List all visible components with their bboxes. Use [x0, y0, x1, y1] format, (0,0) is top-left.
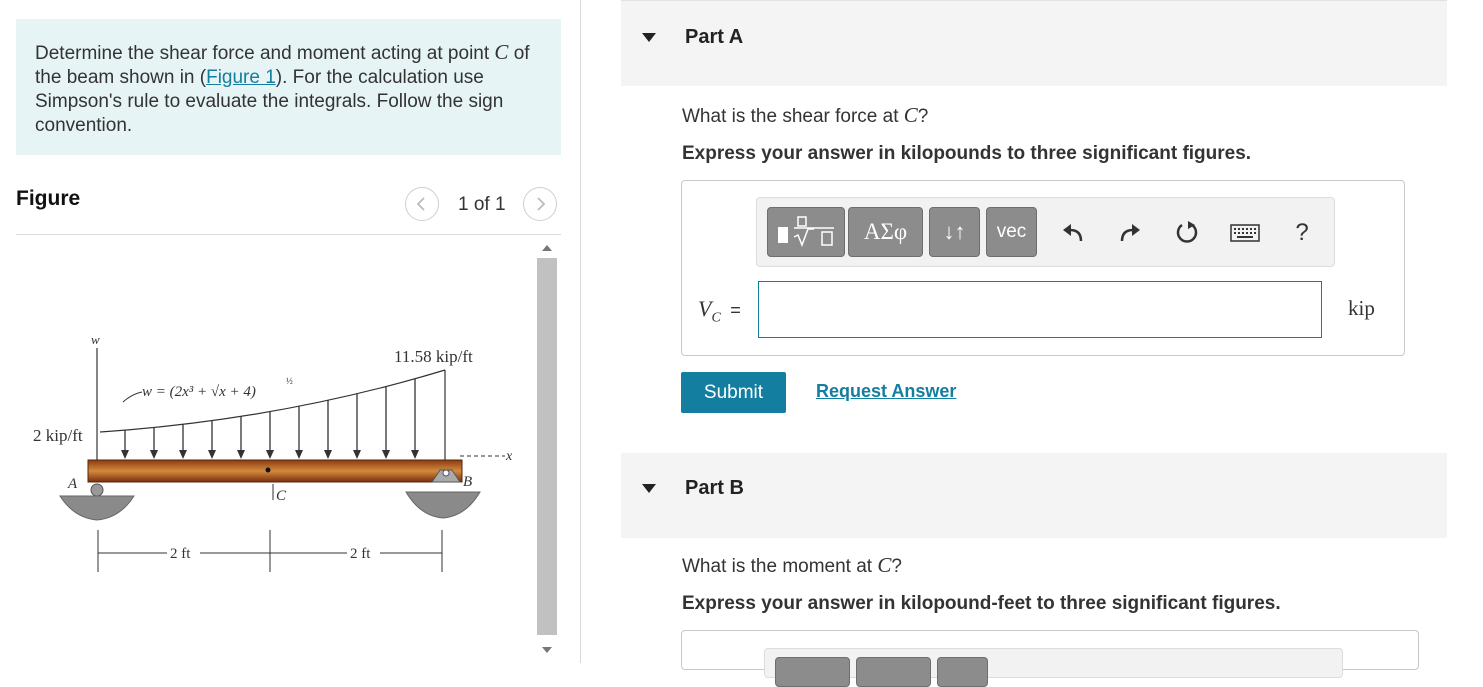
scroll-up-icon: [542, 245, 552, 251]
greek-symbols-button[interactable]: ΑΣφ: [848, 207, 923, 257]
scroll-down-button[interactable]: [537, 642, 557, 658]
figure-link[interactable]: Figure 1: [206, 67, 276, 88]
part-b-templates-button[interactable]: [775, 657, 850, 687]
load-equation: w = (2x³ + √x + 4): [142, 384, 256, 400]
load-curve: [100, 370, 445, 432]
redo-icon: [1118, 222, 1142, 244]
point-b-label: B: [463, 474, 473, 490]
unit-label: kip: [1348, 296, 1375, 320]
problem-statement: [35, 40, 535, 138]
part-a-header[interactable]: [621, 1, 1447, 86]
figure-scrollbar-thumb[interactable]: [537, 258, 557, 635]
part-b-header[interactable]: [621, 453, 1447, 538]
beam: [88, 460, 462, 482]
scroll-down-icon: [542, 647, 552, 653]
load-left-label: 2 kip/ft: [33, 426, 83, 445]
var-v: V: [698, 296, 712, 321]
redo-button[interactable]: [1115, 218, 1145, 248]
support-a-ground: [60, 496, 134, 520]
support-b-ground: [406, 492, 480, 518]
load-arrow-head: [353, 450, 361, 459]
problem-text-mid: of the beam shown in (: [35, 43, 530, 88]
part-a-question-var: C: [903, 103, 918, 127]
part-a-instruction: Express your answer in kilopounds to three significant figures.: [682, 143, 1252, 164]
part-b-title: Part B: [685, 477, 744, 499]
beam-figure: [20, 320, 530, 580]
part-b-math-toolbar: [764, 648, 1343, 678]
request-answer-link[interactable]: Request Answer: [816, 381, 957, 401]
part-b-question-end: ?: [891, 556, 902, 577]
load-arrow-head: [411, 450, 419, 459]
problem-text-before: Determine the shear force and moment acting at point: [35, 43, 495, 64]
part-a-collapse-toggle[interactable]: [641, 30, 657, 48]
support-a-roller: [91, 484, 103, 496]
part-b-question-text: What is the moment at: [682, 556, 878, 577]
scroll-up-button[interactable]: [537, 240, 557, 256]
figure-divider: [16, 234, 561, 235]
answer-variable-label: [698, 296, 741, 326]
part-b-instruction: Express your answer in kilopound-feet to three significant figures.: [682, 593, 1281, 614]
load-arrow-head: [295, 450, 303, 459]
part-b-collapse-toggle[interactable]: [641, 481, 657, 499]
fraction-sqrt-template-icon: [774, 215, 838, 249]
reset-button[interactable]: [1172, 218, 1202, 248]
keyboard-button[interactable]: [1230, 218, 1260, 248]
load-arrow-head: [382, 450, 390, 459]
load-arrow-head: [266, 450, 274, 459]
dimension-right: 2 ft: [350, 546, 371, 562]
problem-text-after: ). For the calculation use Simpson's rule to evaluate the integrals. Follow the sign convention.: [35, 67, 504, 136]
figure-pager: 1 of 1: [458, 194, 506, 215]
load-arrow-head: [324, 450, 332, 459]
help-button[interactable]: ?: [1295, 219, 1309, 246]
load-arrow-head: [208, 450, 216, 459]
load-arrow-head: [179, 450, 187, 459]
part-a-title: Part A: [685, 26, 744, 48]
equation-leader: [123, 392, 142, 402]
part-a-question: [682, 103, 928, 128]
var-subscript: C: [711, 310, 721, 326]
load-arrow-head: [121, 450, 129, 459]
point-a-label: A: [68, 476, 78, 492]
chevron-left-icon: [415, 196, 429, 212]
undo-icon: [1061, 222, 1085, 244]
load-right-label: 11.58 kip/ft: [394, 347, 473, 366]
keyboard-icon: [1230, 224, 1260, 242]
load-arrow-head: [150, 450, 158, 459]
part-a-question-text: What is the shear force at: [682, 106, 904, 127]
part-b-question-var: C: [877, 553, 892, 577]
vector-button[interactable]: vec: [986, 207, 1037, 257]
part-b-question: [682, 553, 902, 578]
undo-button[interactable]: [1058, 218, 1088, 248]
part-a-question-end: ?: [917, 106, 929, 127]
w-axis-label: w: [91, 332, 100, 347]
shear-force-input[interactable]: [758, 281, 1322, 338]
math-toolbar: [756, 197, 1335, 267]
next-figure-button[interactable]: [523, 187, 557, 221]
part-b-greek-symbols-button[interactable]: [856, 657, 931, 687]
previous-figure-button[interactable]: [405, 187, 439, 221]
caret-down-icon: [641, 31, 657, 43]
equals-sign: =: [730, 300, 741, 320]
figure-heading: Figure: [16, 187, 81, 210]
dimension-left: 2 ft: [170, 546, 191, 562]
subscript-superscript-button[interactable]: ↓↑: [929, 207, 980, 257]
point-c-label: C: [276, 488, 287, 504]
point-c-marker: [266, 468, 271, 473]
chevron-right-icon: [533, 196, 547, 212]
load-equation-exponent: ½: [286, 376, 293, 386]
submit-button[interactable]: Submit: [681, 372, 786, 413]
caret-down-icon: [641, 482, 657, 494]
templates-button[interactable]: [767, 207, 845, 257]
column-divider: [580, 0, 581, 663]
point-c-symbol: C: [494, 40, 509, 64]
part-b-subscript-button[interactable]: [937, 657, 988, 687]
reset-icon: [1174, 220, 1200, 246]
load-arrow-head: [237, 450, 245, 459]
x-axis-label: x: [506, 449, 513, 464]
